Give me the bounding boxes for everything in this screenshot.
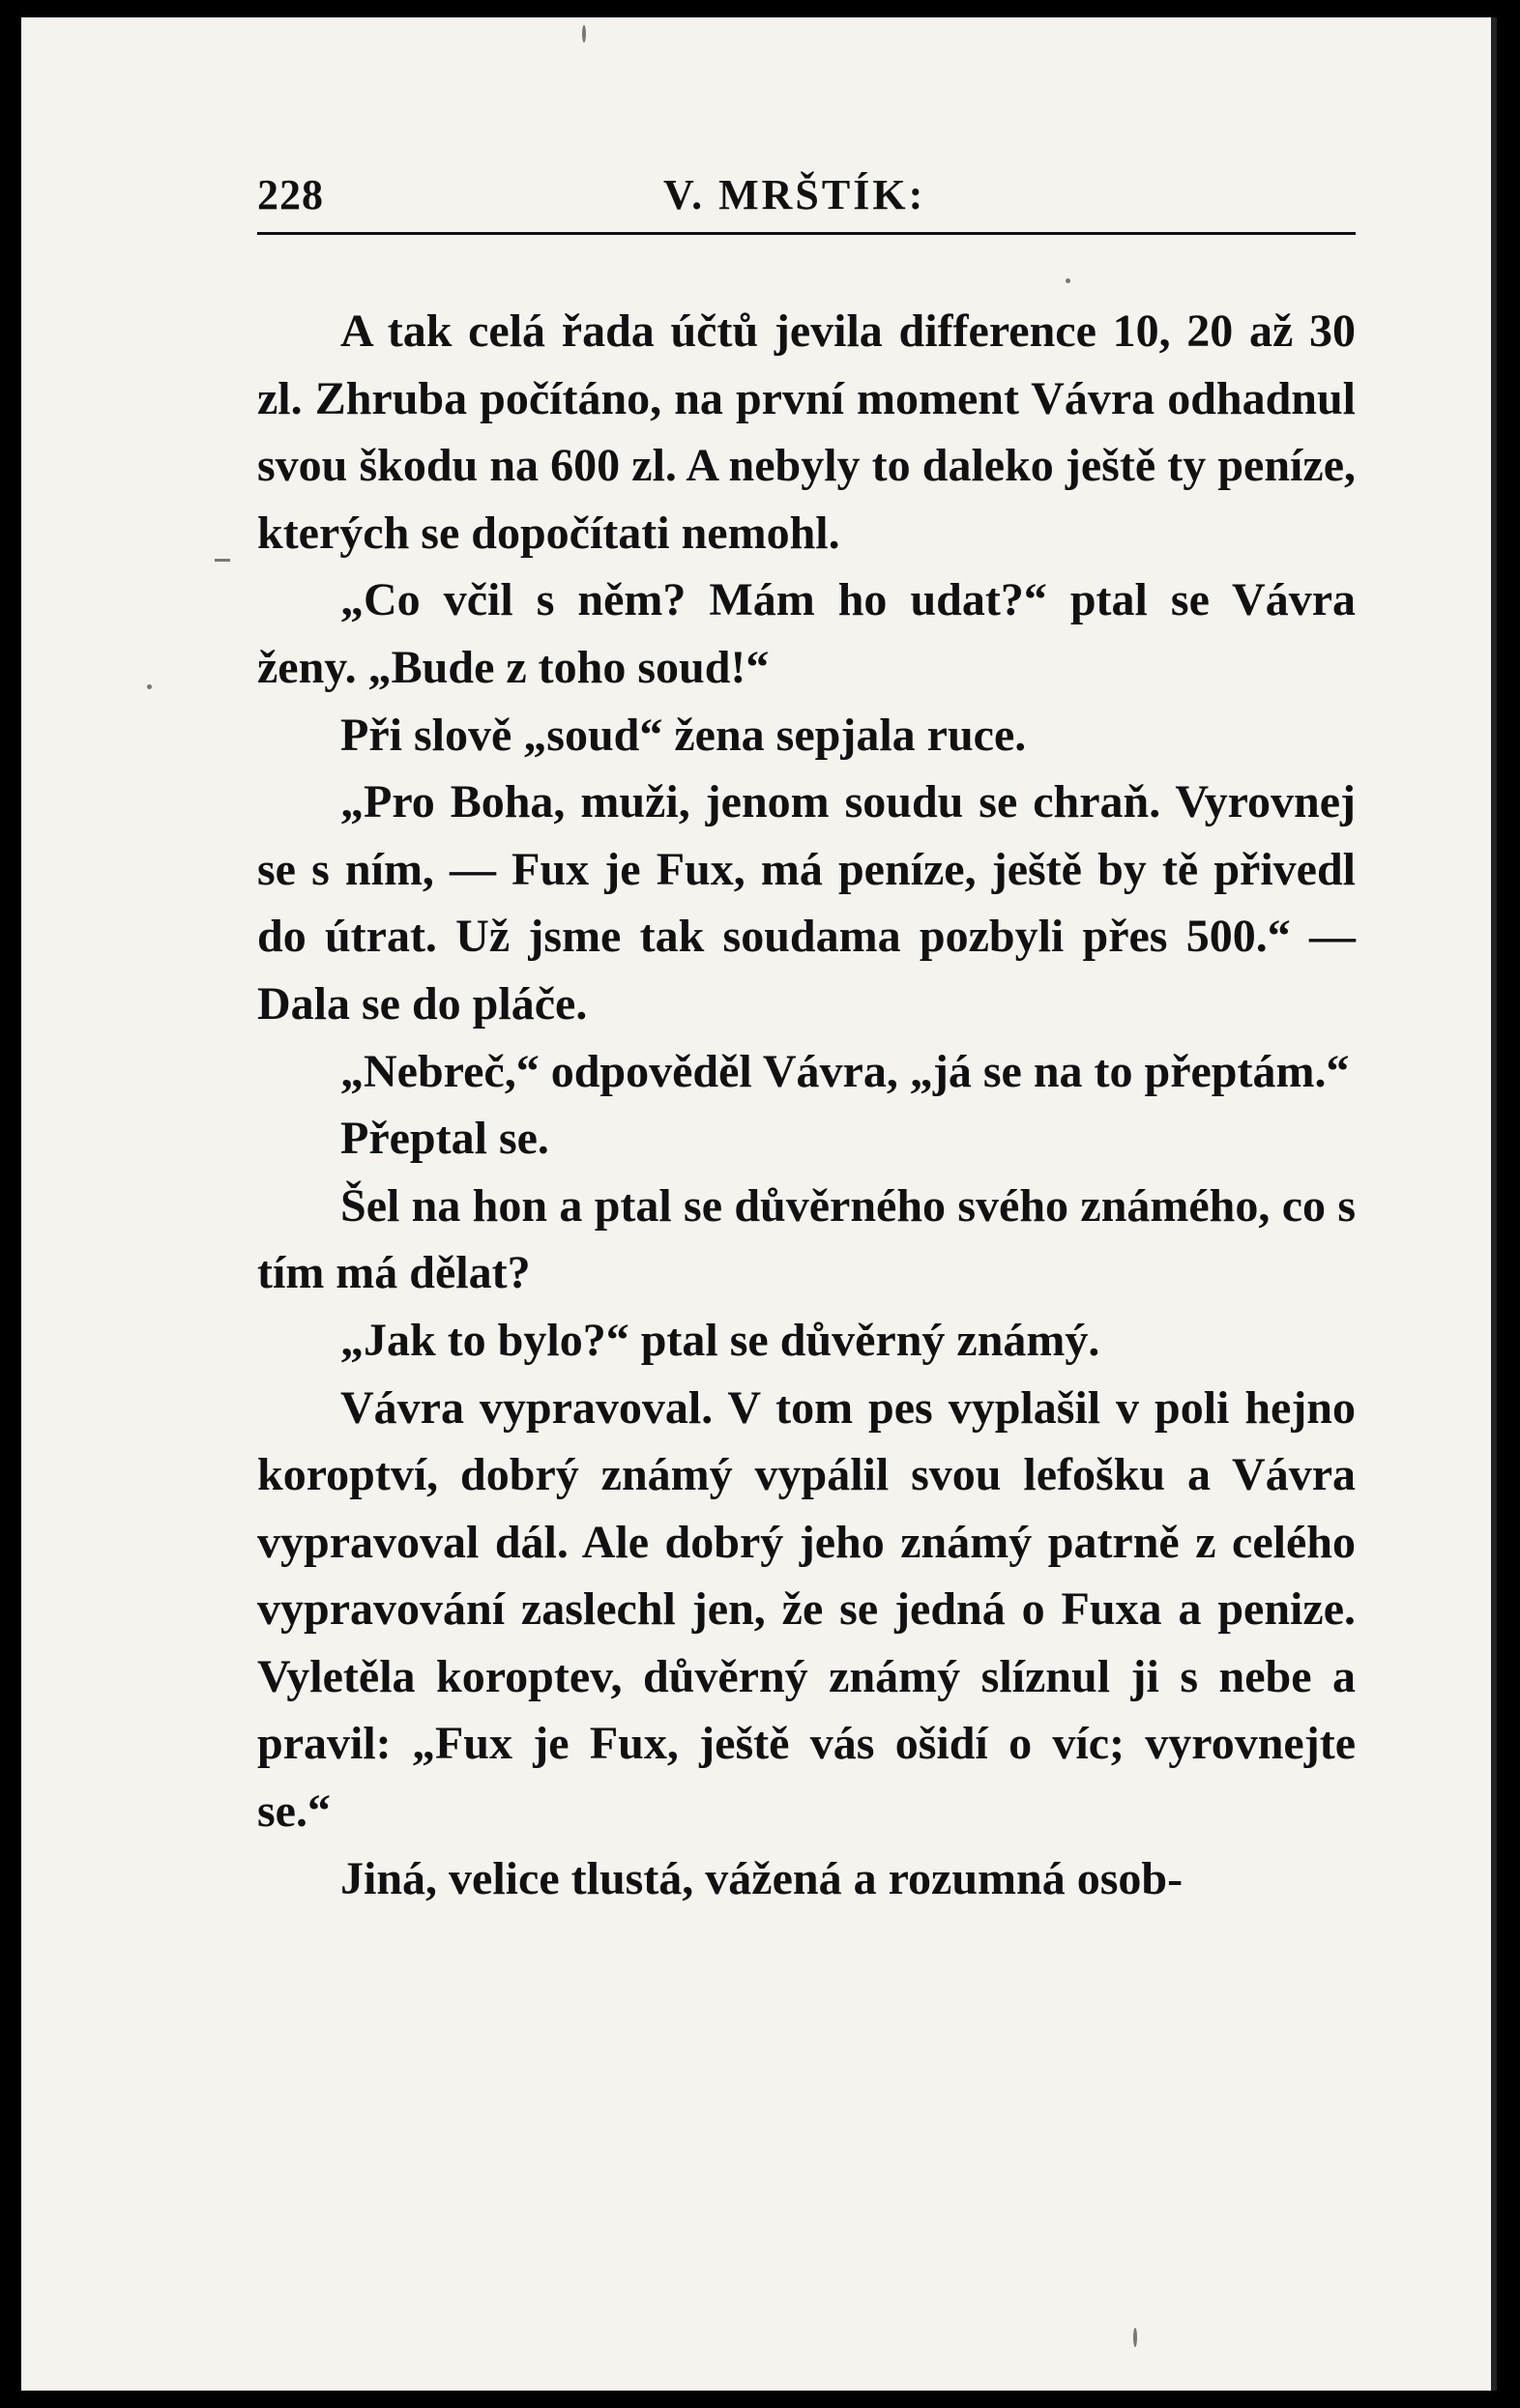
print-speck: [1066, 278, 1070, 283]
paragraph: „Jak to bylo?“ ptal se důvěrný známý.: [340, 1314, 1100, 1366]
paragraph: Vávra vypravoval. V tom pes vyplašil v poli hejno koroptví, dobrý známý vypálil svou lefošku a Vávra vypravoval dál. Ale dobrý jeho známý patrně z celého vypravování zaslechl jen, že se jedná o Fuxa a penize. Vyletěla koroptev, důvěrný známý slíznul ji s nebe a pravil: „Fux je Fux, ještě vás ošidí o víc; vyrovnejte se.“: [257, 1381, 1356, 1838]
paragraph: „Co včil s něm? Mám ho udat?“ ptal se Vávra ženy. „Bude z toho soud!“: [257, 574, 1356, 693]
print-speck: [147, 684, 152, 689]
print-speck: [582, 25, 586, 43]
paragraph: „Pro Boha, muži, jenom soudu se chraň. Vyrovnej se s ním, — Fux je Fux, má peníze, ještě by tě přivedl do útrat. Už jsme tak soudama pozbyli přes 500.“ — Dala se do pláče.: [257, 776, 1356, 1030]
header-rule: [257, 232, 1356, 235]
paragraph: Šel na hon a ptal se důvěrného svého známého, co s tím má dělat?: [257, 1179, 1356, 1299]
paragraph: A tak celá řada účtů jevila difference 10, 20 až 30 zl. Zhruba počítáno, na první moment Vávra odhadnul svou škodu na 600 zl. A nebyly to daleko ještě ty peníze, kterých se dopočítati nemohl.: [257, 305, 1356, 559]
paragraph: Přeptal se.: [340, 1113, 549, 1165]
paragraph: Jiná, velice tlustá, vážená a rozumná osob-: [340, 1852, 1184, 1904]
page-header: [257, 162, 1356, 230]
print-speck: [1133, 2328, 1137, 2347]
paragraph: Při slově „soud“ žena sepjala ruce.: [340, 709, 1027, 761]
page-number: 228: [257, 171, 324, 218]
body-text: [257, 298, 1356, 1912]
print-speck: [215, 559, 230, 562]
running-head: V. MRŠTÍK:: [663, 171, 926, 218]
paragraph: „Nebreč,“ odpověděl Vávra, „já se na to přeptám.“: [340, 1045, 1350, 1097]
